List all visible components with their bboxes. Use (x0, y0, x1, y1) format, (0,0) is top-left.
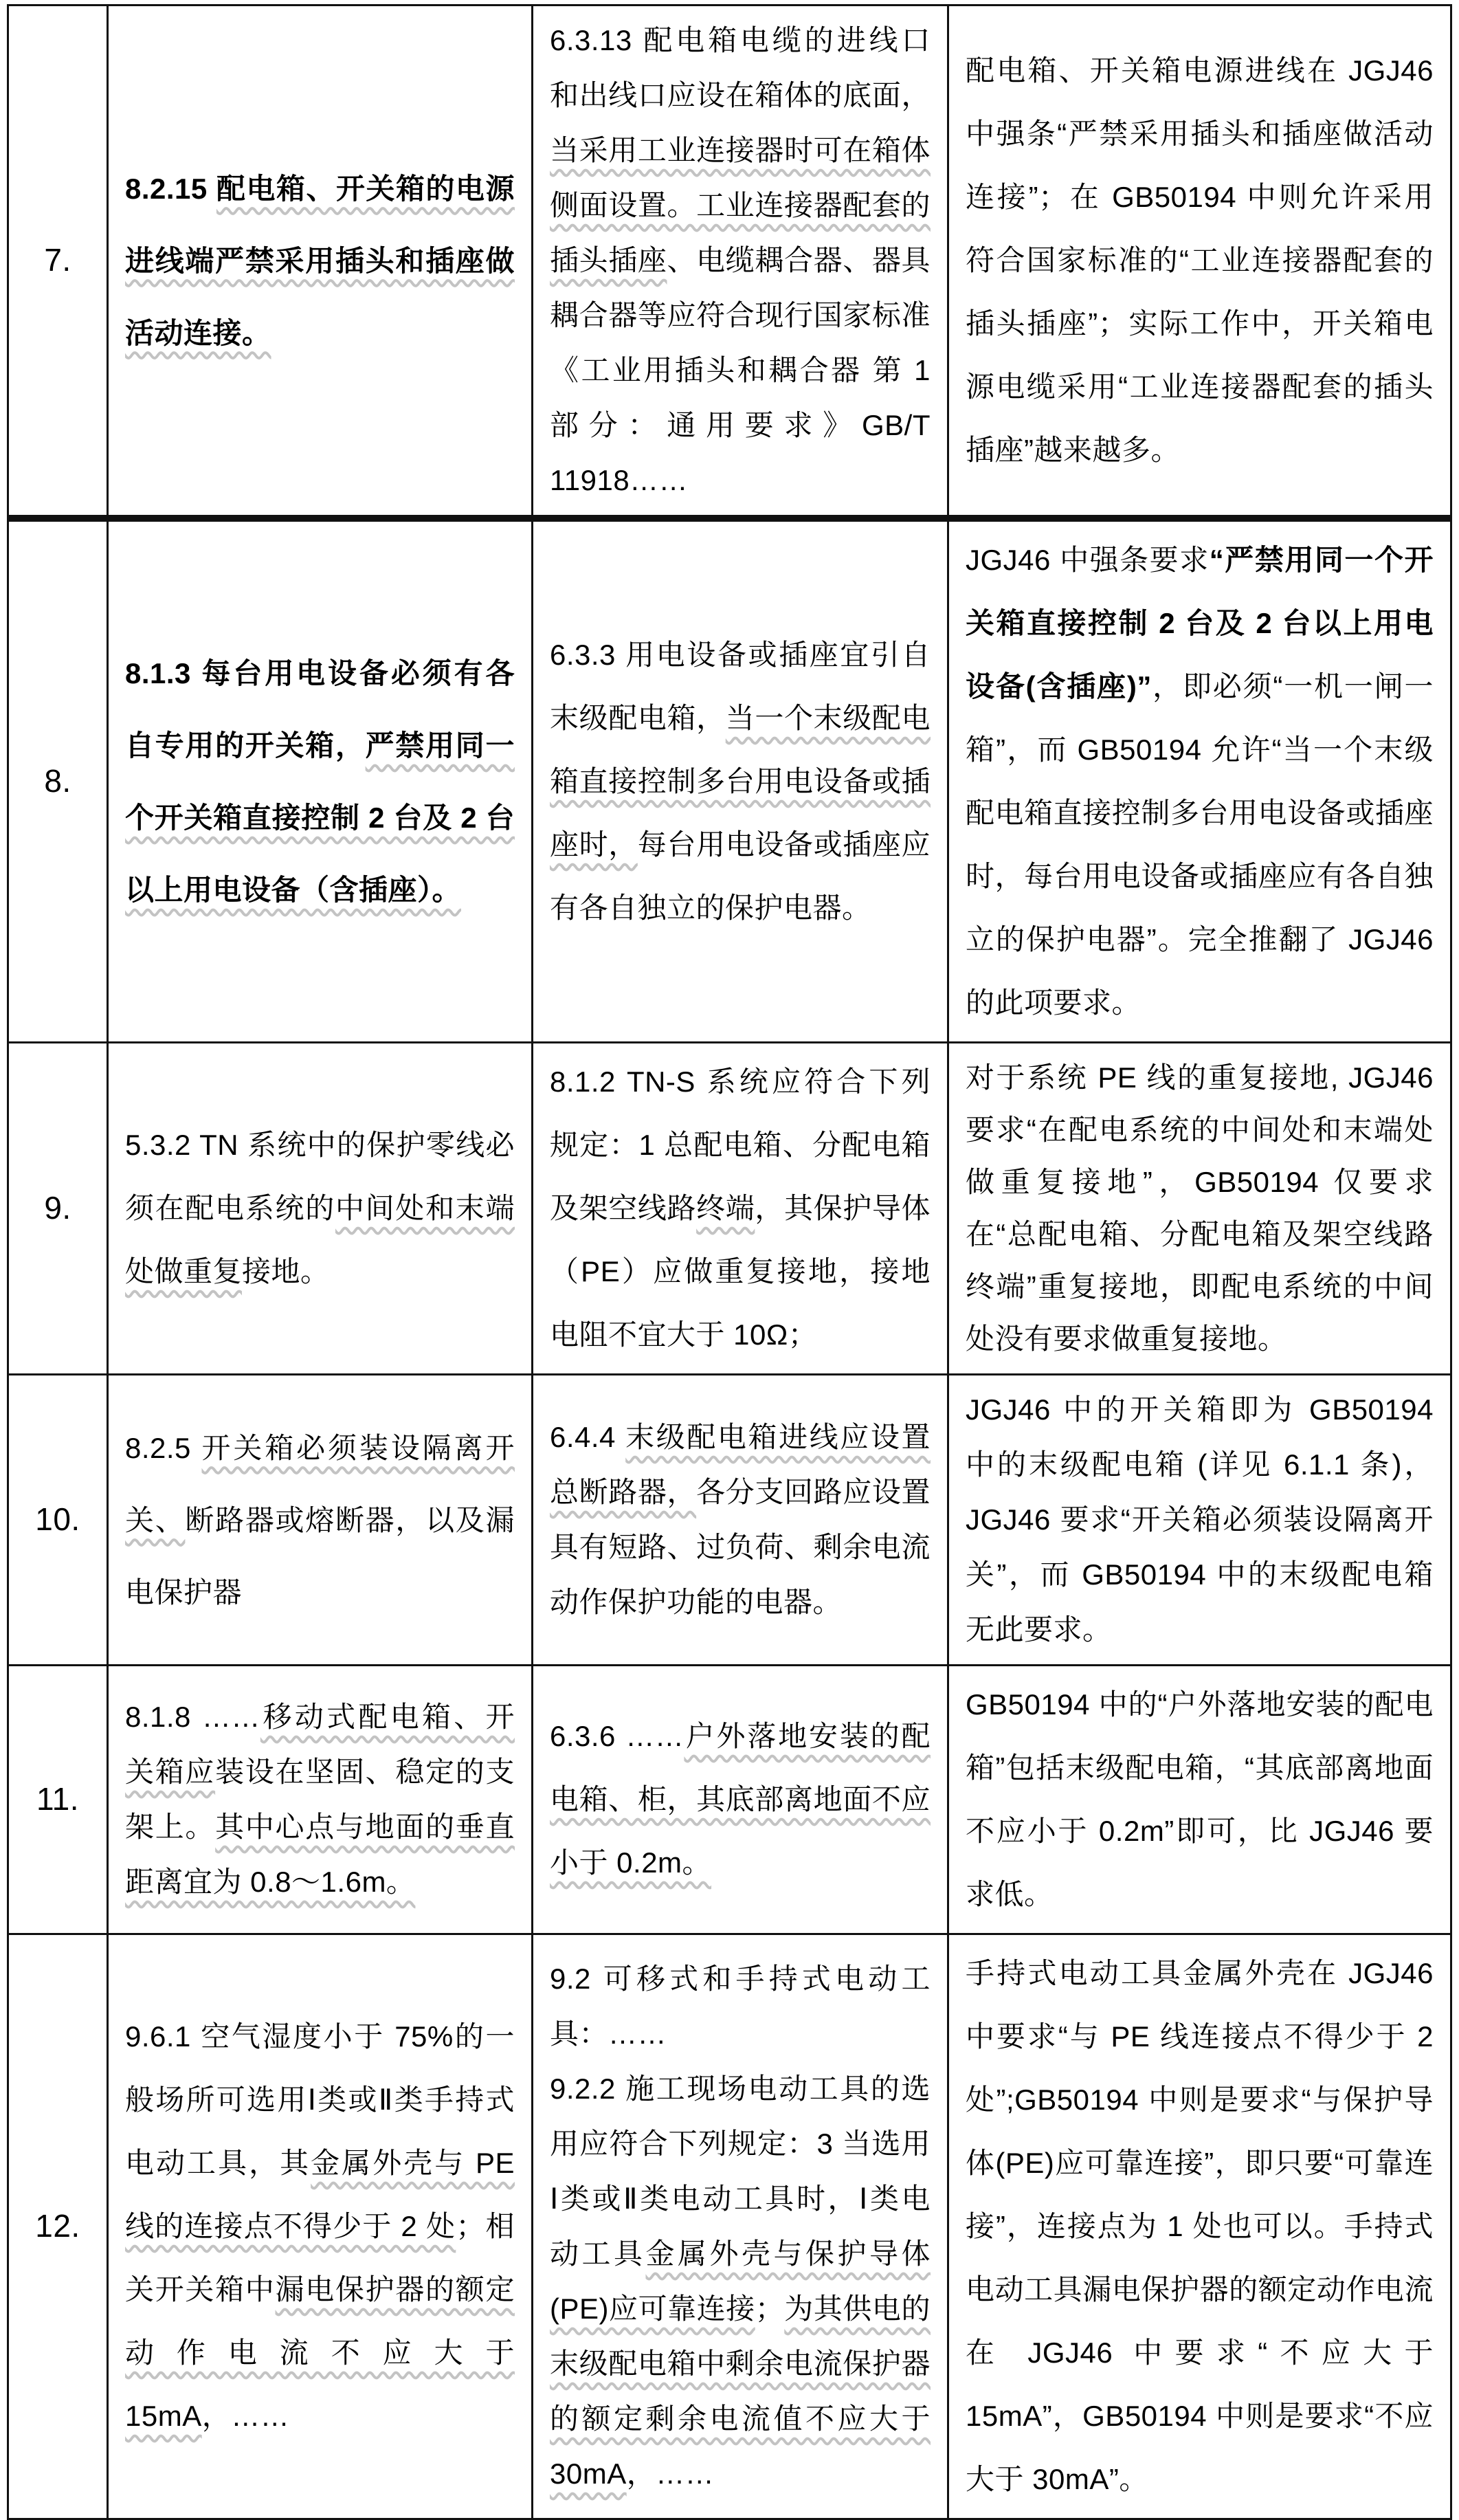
jgj46-clause-cell (108, 5, 533, 519)
cell-paragraph (550, 1952, 931, 2062)
text-run: 装设在坚固、稳定的支架上。 (125, 1756, 515, 1843)
jgj46-clause-cell (108, 1666, 533, 1934)
jgj46-clause-cell (108, 1375, 533, 1666)
text-run: 金属外壳与 PE 线的连接点不得少于 2 处 (125, 2147, 515, 2242)
cell-paragraph (550, 1410, 931, 1630)
text-run: 8.1.8 …… (125, 1701, 260, 1733)
text-run: ，即必须“一机一闸一箱”，而 GB50194 允许“当一个末级配电箱直接控制多台用电设备或插座时，每台用电设备或插座应有各自独立的保护电器”。完全推翻了 JGJ46 的此项要求。 (966, 670, 1434, 1019)
text-run: 各分支回路应设置具有短路、过负荷、剩余电流动作保护功能的电器。 (550, 1476, 931, 1618)
text-run: 中间处和末端处做重复 (125, 1192, 515, 1287)
text-run: 其中心点与地面的垂直距离宜为 0.8～1.6m。 (125, 1811, 515, 1898)
row-number: 8. (8, 518, 108, 1043)
jgj46-clause-cell (108, 1043, 533, 1375)
text-run: 9.6.1 空气湿度小于 75%的一般场所可选用Ⅰ类或Ⅱ类手持式电动工具，其 (125, 2020, 515, 2179)
text-run: 手持式电动工具金属外壳在 JGJ46 中要求“与 PE 线连接点不得少于 2 处”;GB50194 中则是要求“与保护导体(PE)应可靠连接”，即只要“可靠连接”，连接点为 1 处也可以。手持式电动工具漏电保护器的额定动作电流在 JGJ46 中要求“不应大于 15mA”，GB50194 中则是要求“不应大于 30mA”。 (966, 1957, 1434, 2495)
text-run: 8.2.5 (125, 1431, 202, 1464)
row-number: 10. (8, 1375, 108, 1666)
text-run: GB50194 中的“户外落地安装的配电箱”包括末级配电箱，“其底部离地面不应小于 0.2m”即可，比 JGJ46 要求低。 (966, 1688, 1434, 1910)
text-run: ；相关开关箱中 (125, 2210, 515, 2306)
text-run: JGJ46 中的开关箱即为 GB50194 中的末级配电箱 (详见 6.1.1 条)，JGJ46 要求“开关箱必须装设隔离开关”，而 GB50194 中的末级配电箱无此要求。 (966, 1393, 1434, 1646)
comparison-cell (948, 518, 1451, 1043)
cell-paragraph (550, 1705, 931, 1894)
text-run: 6.3.3 用电设备或插座宜引自末级配电箱， (550, 639, 931, 734)
cell-paragraph (550, 1050, 931, 1367)
cell-paragraph (125, 2005, 515, 2448)
cell-paragraph (966, 529, 1434, 1035)
cell-paragraph (550, 623, 931, 940)
text-run: 当一个末级配电箱直接控制多台用电设备或插座时， (550, 702, 931, 861)
cell-paragraph (966, 1052, 1434, 1365)
text-run: 为其供电的末级配电箱中剩余电流保护器的额定剩余电流值不应大于 30mA (550, 2292, 931, 2490)
cell-paragraph (125, 1114, 515, 1303)
cell-paragraph (966, 39, 1434, 482)
text-run: 每台用电设备或插座应有各自独立的保护电器。 (550, 828, 931, 924)
text-run: 配电箱、开关箱的电源进线端严禁采用插头和插座做活动连接。 (125, 172, 515, 349)
text-run: JGJ46 中强条要求 (966, 544, 1210, 576)
text-run: 、电缆耦合器、器具耦合器等应符合现行国家标准《工业用插头和耦合器 第 1 部分：通用要求》GB/T 11918…… (550, 244, 931, 496)
cell-paragraph (125, 1412, 515, 1628)
gb50194-clause-cell (533, 1666, 948, 1934)
text-run: 配电箱、开关箱电源进线在 JGJ46 中强条“严禁采用插头和插座做活动连接”；在 GB50194 中则允许采用符合国家标准的“工业连接器配套的插头插座”；实际工作中，开关箱电源电缆采用“工业连接器配套的插头插座”越来越多。 (966, 54, 1434, 466)
comparison-cell (948, 1375, 1451, 1666)
text-run: 移动式配电箱、开关箱应 (125, 1701, 515, 1788)
cell-paragraph (550, 2062, 931, 2501)
text-run: “严禁用同一个开关箱直接控制 2 台及 2 台以上用电设备(含插座)” (966, 544, 1434, 703)
text-run: 对于系统 PE 线的重复接地, JGJ46 要求“在配电系统的中间处和末端处做重复接地”，GB50194 仅要求在“总配电箱、分配电箱及架空线路终端”重复接地，即配电系统的中间处没有要求做重复接地。 (966, 1061, 1434, 1355)
comparison-cell (948, 1934, 1451, 2519)
text-run: 6.3.13 配电箱电缆的进线口和出线口应设在箱体的底面， (550, 24, 931, 111)
text-run: ，…… (201, 2400, 290, 2432)
table-row (8, 1375, 1451, 1666)
text-run: 户外落地安装的配电箱、柜，其底部离地面不应小于 0.2m。 (550, 1720, 931, 1879)
gb50194-clause-cell (533, 5, 948, 519)
text-run: 金属外壳与保护导体(PE)应可靠连接 (550, 2237, 931, 2325)
cell-paragraph (125, 153, 515, 369)
text-run: ； (755, 2292, 785, 2325)
cell-paragraph (966, 1673, 1434, 1926)
text-run: 8.1.2 TN-S 系统应符合下列规定：1 总配电箱、分配电箱及架空线路 (550, 1065, 931, 1224)
gb50194-clause-cell (533, 1934, 948, 2519)
row-number: 11. (8, 1666, 108, 1934)
text-run: 当采用工业连接器时可在箱体侧面设置。工业连接器配套的插头插座 (550, 134, 931, 276)
table-row (8, 1666, 1451, 1934)
text-run: 末级配电箱进线应设置总断路器， (550, 1421, 931, 1508)
comparison-cell (948, 1043, 1451, 1375)
cell-paragraph (125, 1690, 515, 1910)
text-run: 9.2 可移式和手持式电动工具：…… (550, 1963, 931, 2050)
gb50194-clause-cell (533, 1043, 948, 1375)
comparison-cell (948, 5, 1451, 519)
text-run: 断路器或熔断器，以及漏电保护器 (125, 1503, 515, 1609)
jgj46-clause-cell (108, 518, 533, 1043)
text-run: 接地。 (242, 1255, 330, 1287)
row-number: 12. (8, 1934, 108, 2519)
cell-paragraph (125, 637, 515, 926)
text-run: ，其保护导体（PE）应做重复接地，接地电阻不宜大于 10Ω； (550, 1192, 931, 1351)
jgj46-clause-cell (108, 1934, 533, 2519)
text-run: ，…… (626, 2457, 715, 2490)
text-run: 6.3.6 …… (550, 1720, 684, 1752)
table-row (8, 1043, 1451, 1375)
text-run: 严禁用同一个开关箱直接控制 2 台及 2 台以上用电设备（含插座）。 (125, 729, 515, 906)
text-run: 开关箱必须装设隔离开关、 (125, 1431, 515, 1536)
table-row (8, 518, 1451, 1043)
text-run: 5.3.2 TN 系统中的保护零线必须在配电系统的 (125, 1129, 515, 1224)
text-run: 8.2.15 (125, 172, 216, 205)
text-run: 终端 (696, 1192, 755, 1224)
gb50194-clause-cell (533, 518, 948, 1043)
row-number: 7. (8, 5, 108, 519)
row-number: 9. (8, 1043, 108, 1375)
table-row (8, 5, 1451, 519)
cell-paragraph (966, 1382, 1434, 1657)
text-run: 6.4.4 (550, 1421, 626, 1453)
gb50194-clause-cell (533, 1375, 948, 1666)
cell-paragraph (550, 13, 931, 508)
text-run: 9.2.2 施工现场电动工具的选用应符合下列规定：3 当选用Ⅰ类或Ⅱ类电动工具时，Ⅰ类电动工具 (550, 2073, 931, 2270)
text-run: 漏电保护器的额定动作电流不应大于 15mA (125, 2273, 515, 2432)
table-row (8, 1934, 1451, 2519)
cell-paragraph (966, 1942, 1434, 2511)
text-run: 8.1.3 每台用电设备必须有各自专用的开关箱， (125, 657, 515, 762)
comparison-cell (948, 1666, 1451, 1934)
standards-comparison-table (7, 4, 1452, 2520)
